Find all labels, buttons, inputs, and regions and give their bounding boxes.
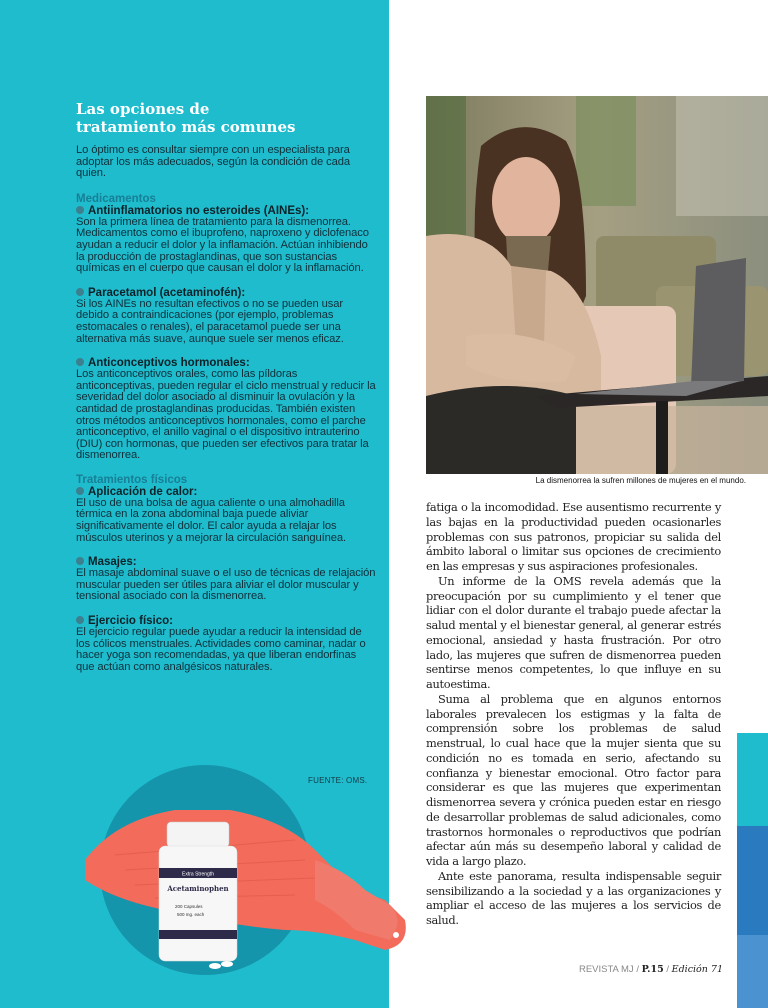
footer-separator: / (663, 964, 672, 975)
treatment-body: El masaje abdominal suave o el uso de técnicas de relajación muscular pueden ser útiles para aliviar el dolor muscular y tensional asociado con la dismenorrea. (76, 567, 376, 603)
bottle-name-text: Acetaminophen (167, 884, 229, 893)
box-title (76, 100, 376, 136)
page-footer (579, 964, 723, 975)
box-title-line-2: tratamiento más comunes (76, 118, 296, 136)
treatment-item (76, 205, 376, 275)
treatment-title: Antiinflamatorios no esteroides (AINEs): (88, 204, 310, 217)
article-paragraph: Suma al problema que en algunos entornos laborales prevalecen los estigmas y la falta de comprensión sobre los problemas de salud menstrual, lo cual hace que la mujer sienta que su condición no es tomada en serio, afectando su confianza y bienestar emocional. Otro factor para considerar es que las mujeres que experimentan dismenorrea severa y crónica pueden estar en riesgo de desarrollar problemas de salud adicionales, como trastornos hormonales o reproductivos que podrían afectar aún más su desempeño laboral y calidad de vida a largo plazo. (426, 691, 721, 868)
treatment-title: Aplicación de calor: (88, 485, 198, 498)
bullet-icon (76, 616, 84, 624)
treatment-body: Son la primera línea de tratamiento para la dismenorrea. Medicamentos como el ibuprofeno, naproxeno y diclofenaco ayudan a reducir el dolor y la inflamación. Actúan inhibiendo la producción de prostaglandinas, que son sustancias químicas en el cuerpo que causan el dolor y la inflamación. (76, 215, 369, 275)
treatment-body: El ejercicio regular puede ayudar a reducir la intensidad de los cólicos menstruales. Actividades como caminar, nadar o hacer yoga son recomendadas, ya que liberan endorfinas que actúan como analgésicos naturales. (76, 626, 366, 673)
treatment-item (76, 287, 376, 345)
treatment-item (76, 357, 376, 462)
treatment-title: Anticonceptivos hormonales: (88, 357, 250, 370)
edition-number: Edición 71 (671, 964, 723, 975)
treatment-item (76, 486, 376, 544)
article-body (426, 500, 721, 928)
section-tratamientos-fisicos (76, 474, 376, 674)
hot-water-bottle-icon (85, 810, 406, 950)
article-paragraph: Un informe de la OMS revela además que la preocupación por su cumplimiento y el tener que lidiar con el dolor durante el trabajo puede afectar la salud mental y el bienestar general, al generar estrés emocional, ansiedad y hasta frustración. Por otro lado, las mujeres que sufren de dismenorrea pueden sentirse menos competentes, lo que influye en su autoestima. (426, 573, 721, 691)
bullet-icon (76, 487, 84, 495)
section-heading: Medicamentos (76, 192, 156, 205)
article-paragraph: fatiga o la incomodidad. Ese ausentismo recurrente y las bajas en la productividad pueden ocasionarles problemas con sus patronos, propiciar su salida del ámbito laboral o limitar sus opciones de crecimiento en las empresas y sus aspiraciones profesionales. (426, 500, 721, 573)
pill-bottle-icon (159, 822, 237, 969)
treatment-body: Si los AINEs no resultan efectivos o no se pueden usar debido a contraindicaciones (por ejemplo, problemas estomacales o renales), el paracetamol puede ser una alternativa más suave, aunque suele ser menos eficaz. (76, 297, 344, 345)
bottle-line1-text: 200 Capsules (175, 904, 203, 909)
section-medicamentos (76, 193, 376, 462)
article-photo (426, 96, 768, 474)
treatment-title: Masajes: (88, 556, 137, 569)
edge-tab-blue (737, 826, 768, 935)
treatment-item (76, 615, 376, 673)
box-title-line-1: Las opciones de (76, 100, 210, 118)
box-intro: Lo óptimo es consultar siempre con un especialista para adoptar los más adecuados, según la condición de cada quien. (76, 144, 350, 180)
medicine-illustration (55, 780, 415, 980)
bottle-line2-text: 500 mg. each (177, 912, 205, 917)
bottle-band-text: Extra Strength (182, 871, 214, 878)
source-note: FUENTE: OMS. (308, 776, 368, 785)
bullet-icon (76, 288, 84, 296)
treatment-body: El uso de una bolsa de agua caliente o una almohadilla térmica en la zona abdominal baja puede aliviar significativamente el dolor. El calor ayuda a relajar los músculos uterinos y a mejorar la circulación sanguínea. (76, 496, 346, 544)
treatment-title: Ejercicio físico: (88, 615, 174, 628)
magazine-name: REVISTA MJ (578, 964, 634, 975)
photo-caption: La dismenorrea la sufren millones de mujeres en el mundo. (535, 476, 746, 485)
edge-tab-lightblue (737, 935, 768, 1008)
treatment-item (76, 556, 376, 603)
footer-separator: / (633, 964, 642, 975)
treatment-options-box (76, 100, 376, 685)
page-number: P.15 (641, 964, 664, 975)
treatment-title: Paracetamol (acetaminofén): (88, 286, 246, 299)
article-paragraph: Ante este panorama, resulta indispensable seguir sensibilizando a la sociedad y a las organizaciones y ampliar el acceso de las mujeres a los servicios de salud. (426, 868, 721, 927)
section-heading: Tratamientos físicos (76, 473, 188, 486)
treatment-body: Los anticonceptivos orales, como las píldoras anticonceptivas, pueden regular el ciclo menstrual y reducir la severidad del dolor asociado al disminuir la ovulación y la cantidad de prostaglandinas producidas. También existen otros métodos anticonceptivos hormonales, como el parche anticonceptivo, el anillo vaginal o el dispositivo intrauterino (DIU) con hormonas, que pueden ser efectivos para tratar la dismenorrea. (76, 368, 376, 462)
bullet-icon (76, 557, 84, 565)
bullet-icon (76, 358, 84, 366)
bullet-icon (76, 206, 84, 214)
edge-tab-teal (737, 733, 768, 826)
